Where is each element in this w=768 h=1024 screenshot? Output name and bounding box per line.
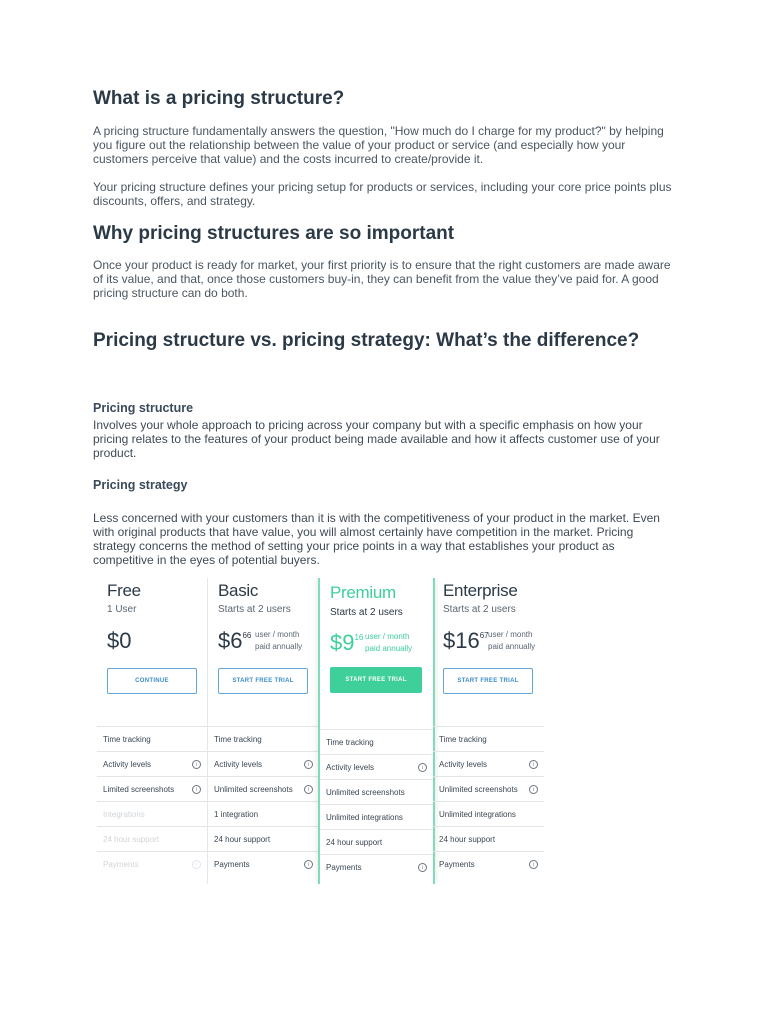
price-billing: paid annually [365,644,413,653]
heading-structure-vs-strategy: Pricing structure vs. pricing strategy: What’s the difference? [93,330,640,351]
paragraph-structure-definition: Involves your whole approach to pricing across your company but with a specific emphasis on how your pricing relates to the features of your product being made available and how it affects customer use of your product. [93,418,660,460]
feature-label: Unlimited integrations [326,812,403,822]
feature-label: Unlimited screenshots [439,784,518,794]
paragraph-definition: A pricing structure fundamentally answers the question, "How much do I charge for my product?" by helping you figure out the relationship between the value of your product or service (and especially how your customers perceive that value) and the costs incurred to create/provide it. [93,124,664,166]
feature-label: 24 hour support [326,837,383,847]
continue-button[interactable]: CONTINUE [107,668,197,694]
price-cents: 67 [479,631,489,640]
plan-column-basic [207,578,319,884]
price-cents: 16 [354,633,364,642]
feature-row [320,829,433,854]
paragraph-strategy-definition: Less concerned with your customers than it is with the competitiveness of your product in the market. Even with original products that have value, you will almost certainly have competition in the market. Pricing strategy concerns the method of setting your price points in a way that establishes your product as competitive in the eyes of potential buyers. [93,511,660,567]
start-free-trial-button[interactable]: START FREE TRIAL [443,668,533,694]
feature-row [97,751,207,776]
feature-label: Time tracking [214,734,262,744]
plan-users: Starts at 2 users [443,604,516,615]
feature-row [320,754,433,779]
plan-price [443,628,489,654]
pricing-table-image [97,578,544,884]
info-icon[interactable]: i [304,785,313,794]
feature-list [208,726,319,876]
feature-row [433,776,544,801]
subheading-pricing-structure: Pricing structure [93,401,194,415]
feature-label: 24 hour support [103,834,160,844]
price-value: $0 [107,628,132,653]
price-billing: paid annually [488,642,536,651]
subheading-pricing-strategy: Pricing strategy [93,478,188,492]
info-icon[interactable]: i [192,860,201,869]
price-value: $9 [330,630,355,655]
feature-list [320,729,433,879]
feature-label: Time tracking [103,734,151,744]
price-cents: 66 [242,631,252,640]
info-icon[interactable]: i [418,863,427,872]
feature-label: Activity levels [103,759,152,769]
feature-row [208,776,319,801]
plan-price [107,628,131,654]
feature-row [320,804,433,829]
heading-what-is-pricing-structure: What is a pricing structure? [93,88,345,109]
info-icon[interactable]: i [304,760,313,769]
plan-name: Free [107,581,141,600]
price-unit: user / month [488,630,533,639]
feature-label: Unlimited screenshots [214,784,293,794]
feature-label: 24 hour support [439,834,496,844]
feature-row [97,851,207,876]
feature-label: Time tracking [326,737,374,747]
feature-list [97,726,207,876]
feature-row [97,776,207,801]
plan-price [330,630,363,656]
feature-row [433,851,544,876]
feature-row [433,726,544,751]
feature-label: Integrations [103,809,145,819]
feature-row [433,801,544,826]
feature-row [97,826,207,851]
paragraph-importance: Once your product is ready for market, your first priority is to ensure that the right customers are made aware of its value, and that, once those customers buy-in, they can benefit from the value they’ve paid for. A good pricing structure can do both. [93,258,671,300]
feature-label: Payments [103,859,139,869]
info-icon[interactable]: i [192,760,201,769]
plan-column-free [97,578,207,884]
feature-row [433,751,544,776]
info-icon[interactable]: i [304,860,313,869]
start-free-trial-button[interactable]: START FREE TRIAL [218,668,308,694]
feature-row [97,726,207,751]
plan-price [218,628,251,654]
plan-users: 1 User [107,604,137,615]
price-value: $16 [443,628,480,653]
feature-list [433,726,544,876]
plan-column-premium [318,578,435,884]
plan-column-enterprise [433,578,544,884]
price-value: $6 [218,628,243,653]
feature-row [97,801,207,826]
feature-row [433,826,544,851]
price-billing: paid annually [255,642,303,651]
feature-label: Limited screenshots [103,784,175,794]
price-note [255,629,302,653]
feature-row [208,801,319,826]
feature-label: Payments [439,859,475,869]
plan-name: Basic [218,581,259,600]
price-unit: user / month [365,632,410,641]
feature-row [208,751,319,776]
price-note [488,629,535,653]
feature-label: Payments [326,862,362,872]
feature-row [320,779,433,804]
feature-label: Activity levels [439,759,488,769]
info-icon[interactable]: i [418,763,427,772]
price-unit: user / month [255,630,300,639]
price-note [365,631,412,655]
plan-name: Premium [330,583,396,602]
feature-label: 1 integration [214,809,259,819]
feature-row [320,729,433,754]
feature-label: Unlimited screenshots [326,787,405,797]
info-icon[interactable]: i [529,785,538,794]
feature-label: Unlimited integrations [439,809,516,819]
plan-users: Starts at 2 users [218,604,291,615]
feature-label: Activity levels [326,762,375,772]
feature-label: Activity levels [214,759,263,769]
info-icon[interactable]: i [192,785,201,794]
info-icon[interactable]: i [529,860,538,869]
feature-label: Time tracking [439,734,487,744]
feature-label: Payments [214,859,250,869]
feature-row [208,726,319,751]
feature-label: 24 hour support [214,834,271,844]
feature-row [320,854,433,879]
feature-row [208,826,319,851]
start-free-trial-button[interactable]: START FREE TRIAL [330,667,422,693]
feature-row [208,851,319,876]
heading-why-important: Why pricing structures are so important [93,223,455,244]
paragraph-setup: Your pricing structure defines your pricing setup for products or services, including your core price points plus discounts, offers, and strategy. [93,180,672,208]
plan-name: Enterprise [443,581,518,600]
info-icon[interactable]: i [529,760,538,769]
plan-users: Starts at 2 users [330,607,403,618]
